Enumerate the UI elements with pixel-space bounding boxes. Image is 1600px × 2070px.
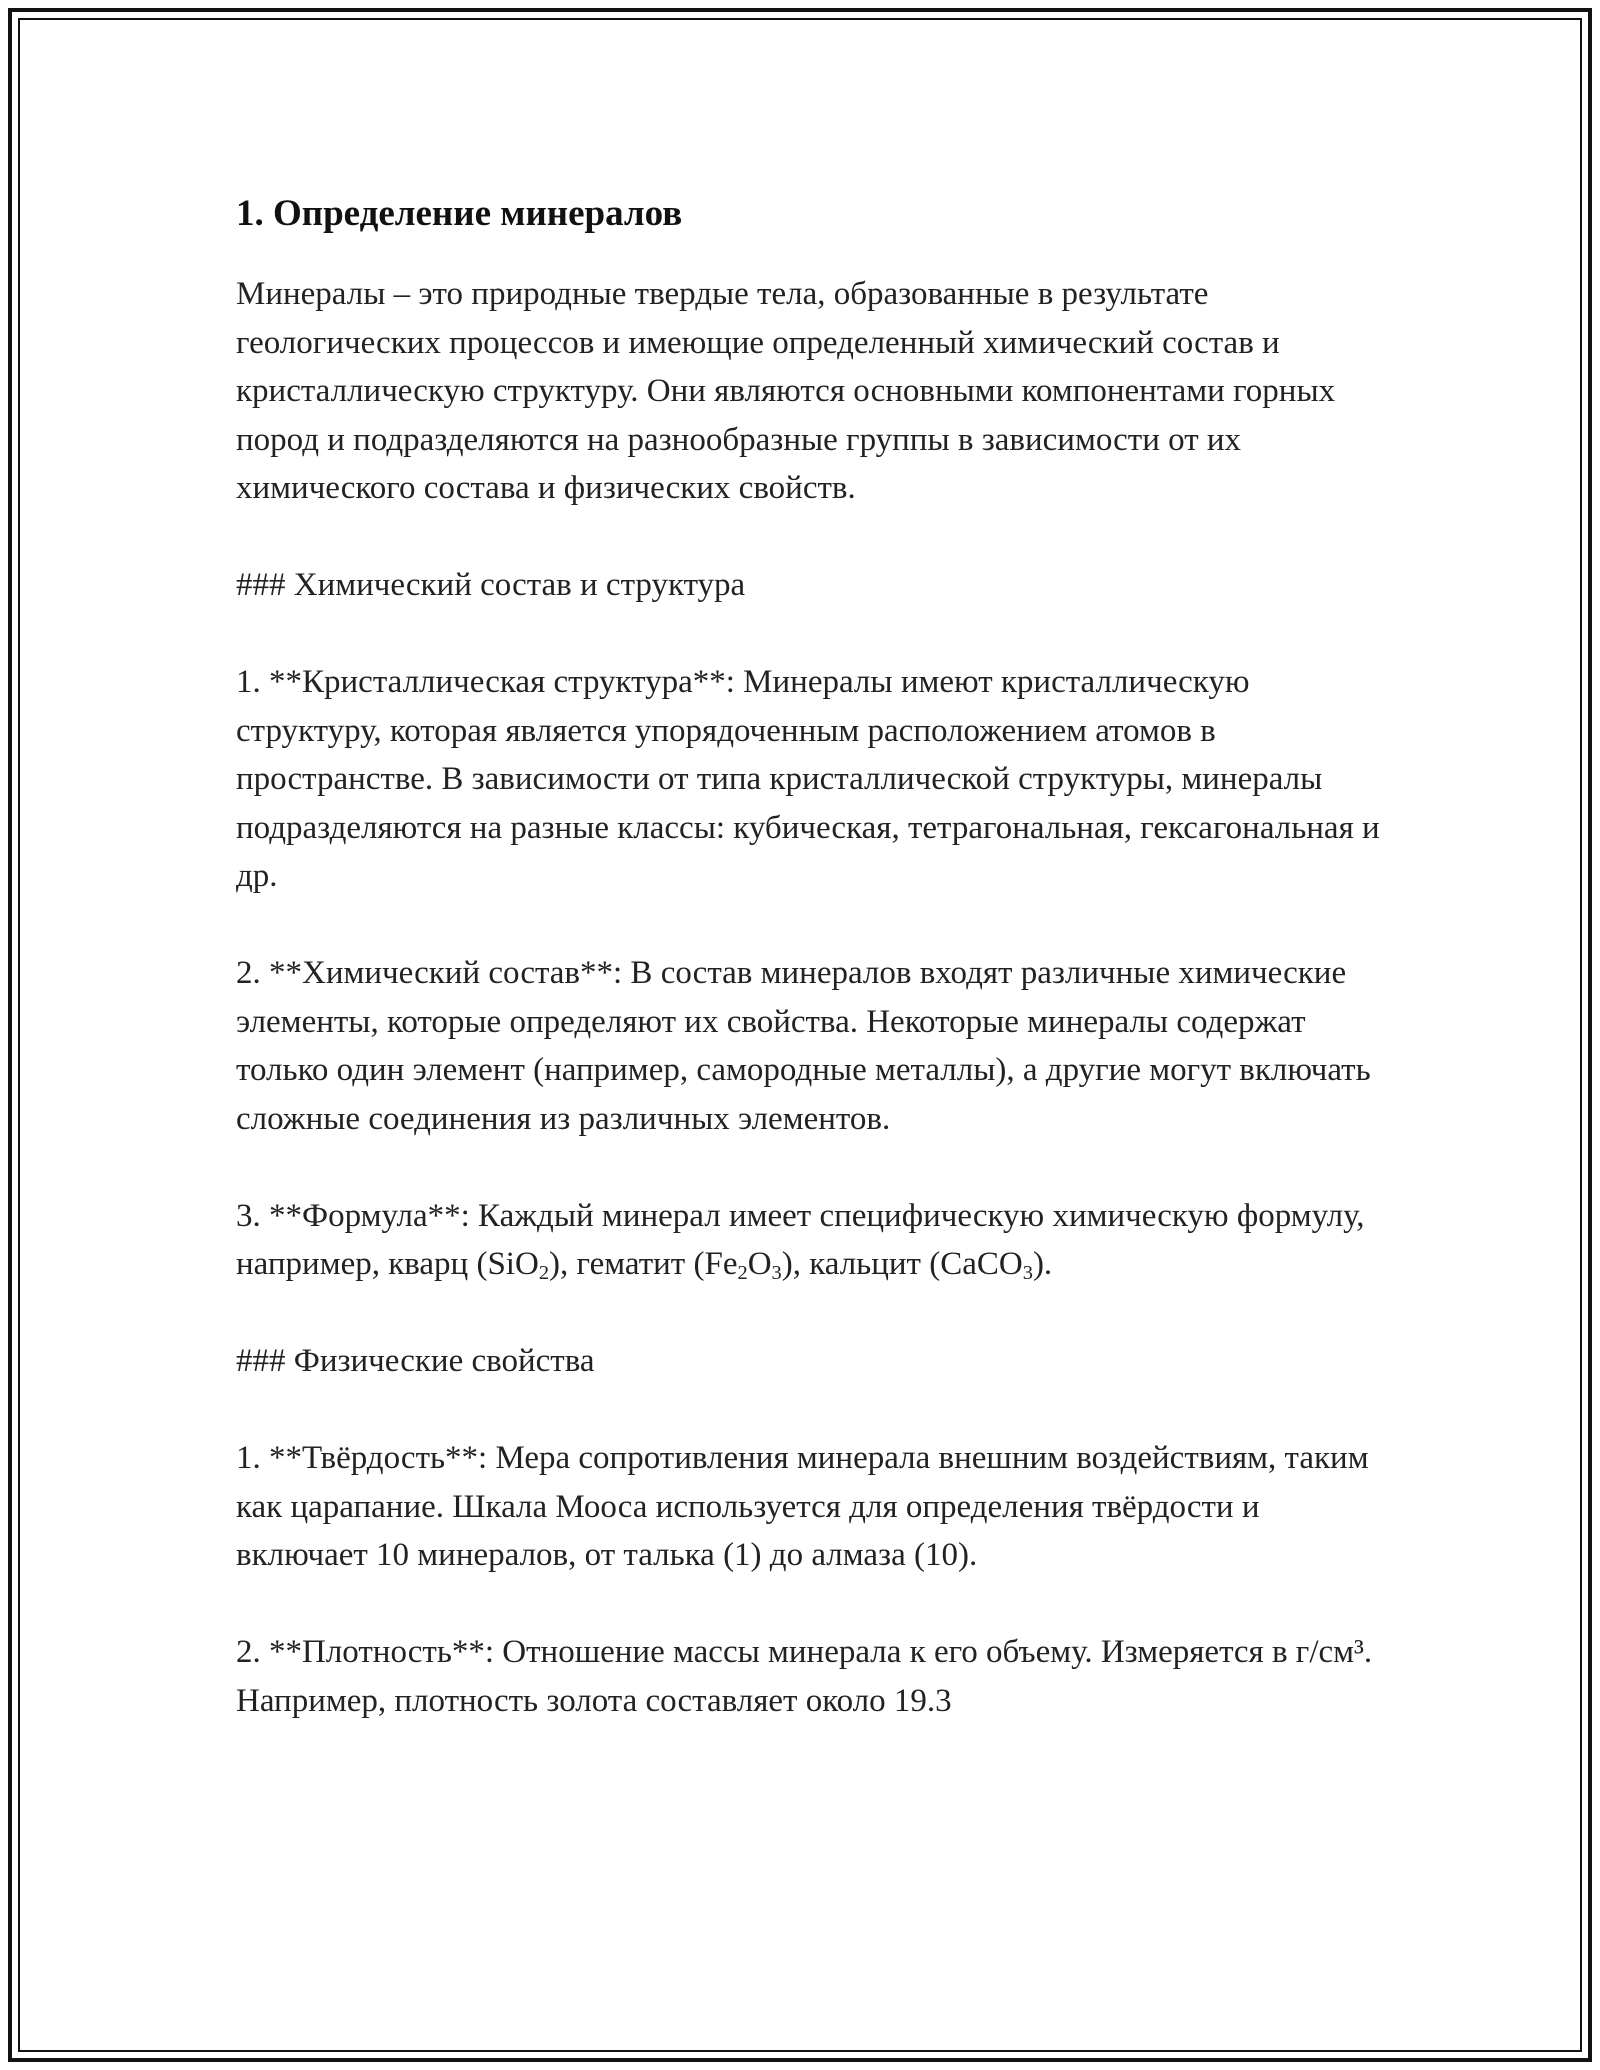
list-item-crystal-structure: 1. **Кристаллическая структура**: Минералы имеют кристаллическую структуру, которая является упорядоченным расположением атомов в пространстве. В зависимости от типа кристаллической структуры, минералы подразделяются на разные классы: кубическая, тетрагональная, гексагональная и др. (236, 664, 1380, 894)
calcite-formula: CaCO$_3$ (940, 1246, 1033, 1285)
quartz-formula: SiO$_2$ (487, 1246, 550, 1285)
formula-text-sep1: ), гематит ( (549, 1246, 705, 1282)
list-item-formula (236, 1192, 1386, 1289)
list-item-chemical-composition: 2. **Химический состав**: В состав минералов входят различные химические элементы, которые определяют их свойства. Некоторые минералы содержат только один элемент (например, самородные металлы), а другие могут включать сложные соединения из различных элементов. (236, 955, 1371, 1137)
list-item-density: 2. **Плотность**: Отношение массы минерала к его объему. Измеряется в г/см³. Например, плотность золота составляет около 19.3 (236, 1634, 1373, 1719)
hematite-formula: $Fe_2O_3$ (704, 1246, 782, 1285)
formula-text-lead: 3. **Формула**: Каждый минерал имеет специфическую химическую формулу, например, кварц ( (236, 1197, 1365, 1282)
list-item-hardness: 1. **Твёрдость**: Мера сопротивления минерала внешним воздействиям, таким как царапание. Шкала Мооса используется для определения твёрдости и включает 10 минералов, от талька (1) до алмаза (10). (236, 1440, 1369, 1573)
formula-text-sep2: ), кальцит ( (781, 1246, 941, 1282)
document-body (236, 186, 1386, 1725)
document-title: 1. Определение минералов (236, 193, 683, 234)
section-heading-physical: ### Физические свойства (236, 1343, 595, 1379)
intro-paragraph: Минералы – это природные твердые тела, образованные в результате геологических процессов и имеющие определенный химический состав и кристаллическую структуру. Они являются основными компонентами горных пород и подразделяются на разнообразные группы в зависимости от их химического состава и физических свойств. (236, 276, 1336, 506)
formula-text-tail: ). (1032, 1246, 1053, 1282)
section-heading-chemical: ### Химический состав и структура (236, 567, 746, 603)
